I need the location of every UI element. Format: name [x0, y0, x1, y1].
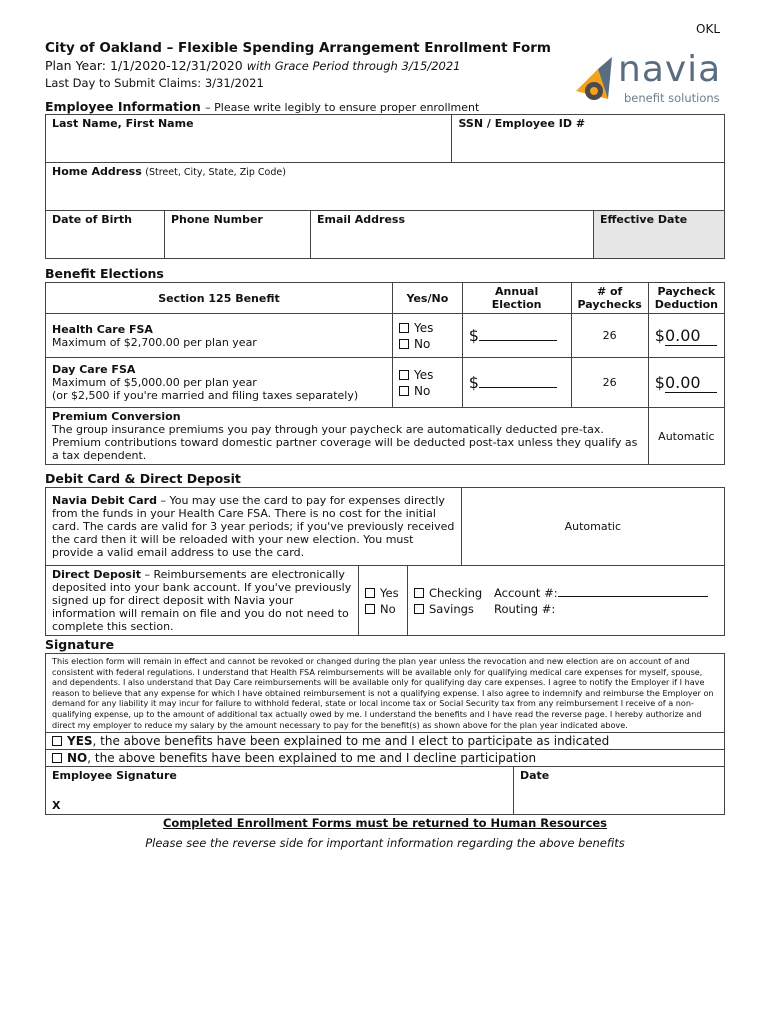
email-field[interactable]: Email Address [311, 211, 594, 259]
daycare-fsa-deduction [648, 358, 724, 408]
last-day-claims: Last Day to Submit Claims: 3/31/2021 [45, 76, 264, 90]
employee-info-note: – Please write legibly to ensure proper enrollment [205, 101, 480, 114]
no-label: No [414, 383, 431, 398]
premium-conversion-cell [46, 408, 649, 465]
premium-conversion-status: Automatic [648, 408, 724, 465]
premium-conversion-row [46, 408, 725, 465]
no-label: No [414, 336, 431, 351]
daycare-fsa-name: Day Care FSA [52, 363, 136, 376]
dob-field[interactable]: Date of Birth [46, 211, 165, 259]
dollar-sign: $ [468, 373, 479, 392]
premium-conversion-name: Premium Conversion [52, 410, 181, 423]
checkbox-icon [52, 753, 62, 763]
plan-year-text: Plan Year: 1/1/2020-12/31/2020 [45, 58, 243, 73]
routing-number-field[interactable] [494, 601, 718, 617]
dd-yes[interactable] [365, 585, 401, 601]
ssn-field[interactable]: SSN / Employee ID # [452, 115, 725, 163]
form-title: City of Oakland – Flexible Spending Arrangement Enrollment Form [45, 40, 551, 56]
home-address-field[interactable] [46, 163, 725, 211]
routing-label: Routing #: [494, 601, 556, 616]
yes-text: , the above benefits have been explained to me and I elect to participate as indicated [92, 734, 610, 749]
grace-period: with Grace Period through 3/15/2021 [246, 59, 461, 73]
health-fsa-no[interactable] [399, 336, 456, 352]
health-fsa-yesno [393, 314, 463, 358]
debit-table [45, 487, 725, 636]
checkbox-icon [52, 736, 62, 746]
dd-no[interactable] [365, 601, 401, 617]
col-paychecks: # of Paychecks [571, 283, 648, 314]
daycare-fsa-paychecks: 26 [571, 358, 648, 408]
col-benefit: Section 125 Benefit [46, 283, 393, 314]
checkbox-icon [399, 339, 409, 349]
benefit-elections-table [45, 282, 725, 465]
daycare-fsa-desc1: Maximum of $5,000.00 per plan year [52, 376, 257, 389]
signature-x-mark: X [52, 799, 61, 813]
direct-deposit-desc: – Reimbursements are electronically deposited into your bank account. If you've previously signed up for direct deposit with Navia your information will remain on file and you do not need to complete this section. [52, 568, 352, 633]
daycare-fsa-yesno [393, 358, 463, 408]
employee-info-table [45, 114, 725, 259]
daycare-fsa-desc2: (or $2,500 if you're married and filing taxes separately) [52, 389, 359, 402]
yes-bold: YES [67, 734, 93, 749]
yes-label: Yes [414, 320, 434, 335]
navia-logo [572, 49, 722, 111]
dd-account-cell [408, 566, 725, 636]
dd-yesno [359, 566, 408, 636]
yes-label: Yes [380, 585, 399, 600]
checkbox-icon [414, 604, 424, 614]
dollar-sign: $ [654, 325, 665, 345]
health-fsa-cell [46, 314, 393, 358]
reverse-note: Please see the reverse side for important information regarding the above benefits [145, 836, 625, 850]
dollar-sign: $ [654, 372, 665, 392]
checking-label: Checking [429, 585, 483, 600]
account-label: Account #: [494, 585, 558, 600]
col-yesno: Yes/No [393, 283, 463, 314]
daycare-fsa-annual[interactable] [462, 358, 571, 408]
health-fsa-deduction-value: 0.00 [665, 326, 717, 346]
debit-card-desc: – You may use the card to pay for expenses directly from the funds in your Health Care FSA. There is no cost for the initial card. The cards are valid for 3 year periods; if you've previously received the card then it will be reloaded with your new election. You must provide a valid email address to use the card. [52, 494, 455, 559]
employee-info-title: Employee Information [45, 99, 201, 114]
health-fsa-paychecks: 26 [571, 314, 648, 358]
signature-table [45, 653, 725, 815]
no-label: No [380, 601, 396, 616]
premium-conversion-desc: The group insurance premiums you pay through your paycheck are automatically deducted pre-tax. Premium contributions toward domestic partner coverage will be deducted post-tax unless they qualify as a tax dependent. [52, 423, 638, 462]
benefit-elections-heading: Benefit Elections [45, 266, 164, 281]
debit-card-cell [46, 488, 462, 566]
account-number-field[interactable] [494, 585, 718, 601]
no-text: , the above benefits have been explained to me and I decline participation [87, 751, 537, 766]
direct-deposit-name: Direct Deposit [52, 568, 141, 581]
daycare-fsa-row [46, 358, 725, 408]
daycare-fsa-deduction-value: 0.00 [665, 373, 717, 393]
checkbox-icon [365, 604, 375, 614]
signature-legal-text: This election form will remain in effect and cannot be revoked or changed during the plan year unless the revocation and new election are on account of and consistent with federal regulations. I understand that Health FSA reimbursements will be available only for qualifying medical care expenses for myself, spouse, and dependents. I also understand that Day Care reimbursements will be available only for qualifying day care expenses. I agree to notify the Employer if I have reason to believe that any expense for which I have obtained reimbursement is not a qualifying expense. I also agree to indemnify and reimburse the Employer on demand for any liability it may incur for failure to withhold federal, state or local income tax or Social Security tax from any reimbursement I receive of a non-qualifying expense, up to the amount of additional tax actually owed by me. I understand the benefits and I have read the reverse page. I hereby authorize and direct my employer to reduce my salary by the amount necessary to pay for the benefit(s) as shown above for the plan year indicated above. [46, 654, 725, 733]
dd-checking[interactable] [414, 585, 494, 601]
checkbox-icon [399, 386, 409, 396]
checkbox-icon [399, 323, 409, 333]
checkbox-icon [365, 588, 375, 598]
signature-no-option[interactable] [46, 750, 725, 767]
col-deduction: Paycheck Deduction [648, 283, 724, 314]
health-fsa-deduction [648, 314, 724, 358]
health-fsa-desc: Maximum of $2,700.00 per plan year [52, 335, 257, 349]
employee-info-heading [45, 99, 479, 114]
col-annual: Annual Election [462, 283, 571, 314]
daycare-fsa-cell [46, 358, 393, 408]
daycare-fsa-yes[interactable] [399, 367, 456, 383]
home-address-note: (Street, City, State, Zip Code) [145, 167, 286, 178]
direct-deposit-cell [46, 566, 359, 636]
no-bold: NO [67, 751, 88, 766]
checkbox-icon [414, 588, 424, 598]
last-first-name-field[interactable]: Last Name, First Name [46, 115, 452, 163]
health-fsa-row [46, 314, 725, 358]
form-code: OKL [696, 22, 720, 36]
health-fsa-name: Health Care FSA [52, 322, 153, 336]
debit-heading: Debit Card & Direct Deposit [45, 471, 241, 486]
employee-signature-label: Employee Signature [52, 769, 177, 783]
health-fsa-yes[interactable] [399, 320, 456, 336]
health-fsa-annual[interactable] [462, 314, 571, 358]
logo-wordmark: navia [618, 49, 722, 90]
debit-card-name: Navia Debit Card [52, 494, 157, 507]
signature-date-field[interactable]: Date [514, 767, 725, 815]
daycare-fsa-no[interactable] [399, 383, 456, 399]
plan-year [45, 58, 460, 73]
debit-card-status: Automatic [461, 488, 724, 566]
yes-label: Yes [414, 367, 434, 382]
dollar-sign: $ [468, 326, 479, 345]
signature-heading: Signature [45, 637, 115, 652]
signature-yes-option[interactable] [46, 733, 725, 750]
home-address-label: Home Address [52, 165, 142, 178]
phone-field[interactable]: Phone Number [165, 211, 311, 259]
savings-label: Savings [429, 601, 474, 616]
dd-savings[interactable] [414, 601, 494, 617]
employee-signature-field[interactable] [46, 767, 514, 815]
logo-tagline: benefit solutions [624, 91, 720, 105]
effective-date-field: Effective Date [594, 211, 725, 259]
return-note: Completed Enrollment Forms must be returned to Human Resources [162, 816, 608, 830]
checkbox-icon [399, 370, 409, 380]
